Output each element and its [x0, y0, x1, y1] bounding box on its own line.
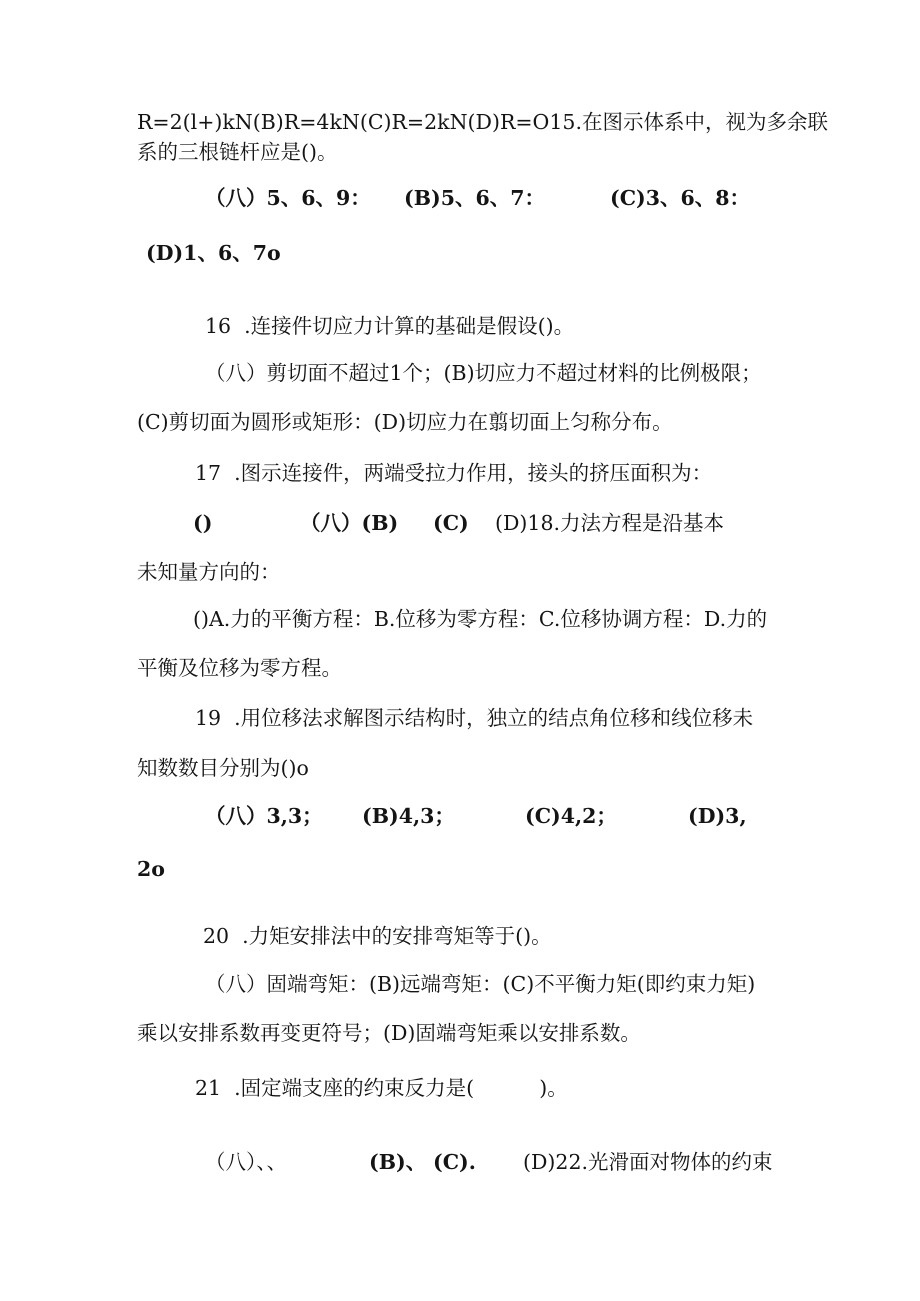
q15-option-c: (C)3、6、8：: [610, 186, 751, 210]
q15-option-b: (B)5、6、7：: [404, 186, 546, 210]
q15-option-d: (D)1、6、7o: [146, 241, 281, 265]
q15-line-1: R=2(l+)kN(B)R=4kN(C)R=2kN(D)R=O15.在图示体系中，视为多余联: [137, 110, 828, 134]
q16-stem: 16 .连接件切应力计算的基础是假设()。: [205, 314, 575, 338]
q15-option-a: （八）5、6、9：: [205, 186, 371, 210]
q19-option-d: (D)3,: [688, 804, 747, 828]
q19-option-a: （八）3,3；: [205, 804, 323, 828]
q17-stem: 17 .图示连接件，两端受拉力作用，接头的挤压面积为：: [195, 461, 713, 485]
q19-option-b: (B)4,3；: [362, 804, 455, 828]
q21-option-b: (B)、: [369, 1150, 427, 1174]
q15-line-2: 系的三根链杆应是()。: [137, 140, 338, 164]
q19-option-d-cont: 2o: [137, 857, 165, 881]
q21-stem: 21 .固定端支座的约束反力是( )。: [195, 1076, 568, 1100]
q20-options-line-1: （八）固端弯矩：(B)远端弯矩：(C)不平衡力矩(即约束力矩): [205, 972, 756, 996]
q18-line-1: 未知量方向的：: [137, 560, 281, 584]
q17-option-a-b: （八）(B): [300, 511, 399, 535]
q17-option-d-q18-start: (D)18.力法方程是沿基本: [495, 511, 725, 535]
q21-option-a: （八）、、: [205, 1150, 287, 1174]
q21-option-d-q22-start: (D)22.光滑面对物体的约束: [523, 1150, 773, 1174]
q20-options-line-2: 乘以安排系数再变更符号；(D)固端弯矩乘以安排系数。: [137, 1021, 641, 1045]
q18-options-line: ()A.力的平衡方程：B.位移为零方程：C.位移协调方程：D.力的: [193, 607, 768, 631]
q17-answer-paren: (): [193, 511, 213, 535]
q21-option-c: (C).: [433, 1150, 476, 1174]
q20-stem: 20 .力矩安排法中的安排弯矩等于()。: [203, 924, 552, 948]
q19-line-2: 知数数目分别为()o: [137, 756, 309, 780]
q16-options-line-1: （八）剪切面不超过1个；(B)切应力不超过材料的比例极限；: [205, 361, 762, 385]
q19-line-1: 19 .用位移法求解图示结构时，独立的结点角位移和线位移未: [195, 706, 754, 730]
q16-options-line-2: (C)剪切面为圆形或矩形：(D)切应力在翦切面上匀称分布。: [137, 410, 673, 434]
q19-option-c: (C)4,2；: [525, 804, 617, 828]
q17-option-c: (C): [433, 511, 469, 535]
q18-options-line-2: 平衡及位移为零方程。: [137, 656, 342, 680]
